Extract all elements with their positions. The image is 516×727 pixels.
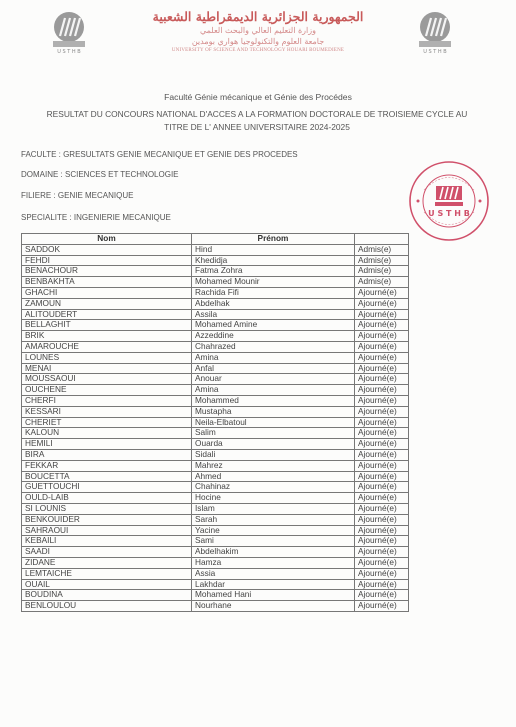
table-row	[22, 547, 409, 558]
nom-cell: BENLOULOU	[22, 601, 192, 612]
result-cell: Ajourné(e)	[355, 406, 409, 417]
table-row	[22, 417, 409, 428]
prenom-cell: Mohamed Hani	[192, 590, 355, 601]
nom-cell: KEBAILI	[22, 536, 192, 547]
nom-cell: BENBAKHTA	[22, 277, 192, 288]
nom-cell: CHERIET	[22, 417, 192, 428]
table-row	[22, 331, 409, 342]
result-cell: Ajourné(e)	[355, 287, 409, 298]
usthb-logo-left	[47, 10, 91, 54]
table-row	[22, 514, 409, 525]
prenom-cell: Ahmed	[192, 471, 355, 482]
table-row	[22, 277, 409, 288]
prenom-cell: Neila-Elbatoul	[192, 417, 355, 428]
table-row	[22, 525, 409, 536]
table-row	[22, 536, 409, 547]
table-row	[22, 493, 409, 504]
result-cell: Ajourné(e)	[355, 557, 409, 568]
table-body	[22, 244, 409, 611]
prenom-cell: Fatma Zohra	[192, 266, 355, 277]
nom-cell: LEMTAICHE	[22, 568, 192, 579]
nom-cell: MOUSSAOUI	[22, 374, 192, 385]
table-row	[22, 590, 409, 601]
table-row	[22, 557, 409, 568]
table-row	[22, 352, 409, 363]
result-cell: Ajourné(e)	[355, 536, 409, 547]
result-cell: Ajourné(e)	[355, 525, 409, 536]
column-header-result	[355, 234, 409, 245]
result-cell: Ajourné(e)	[355, 352, 409, 363]
table-row	[22, 482, 409, 493]
specialite-line: SPECIALITE : INGENIERIE MECANIQUE	[21, 213, 171, 222]
result-cell: Ajourné(e)	[355, 298, 409, 309]
prenom-cell: Lakhdar	[192, 579, 355, 590]
arabic-republic-title: الجمهورية الجزائرية الديمقراطية الشعبية	[152, 9, 364, 24]
prenom-cell: Salim	[192, 428, 355, 439]
result-cell: Admis(e)	[355, 266, 409, 277]
prenom-cell: Mohamed Amine	[192, 320, 355, 331]
result-cell: Admis(e)	[355, 255, 409, 266]
prenom-cell: Anouar	[192, 374, 355, 385]
nom-cell: SAADI	[22, 547, 192, 558]
prenom-cell: Hind	[192, 244, 355, 255]
result-cell: Ajourné(e)	[355, 428, 409, 439]
nom-cell: SAHRAOUI	[22, 525, 192, 536]
result-cell: Admis(e)	[355, 244, 409, 255]
faculte-line: FACULTE : GRESULTATS GENIE MECANIQUE ET GENIE DES PROCEDES	[21, 150, 298, 159]
table-row	[22, 287, 409, 298]
prenom-cell: Rachida Fifi	[192, 287, 355, 298]
table-row	[22, 568, 409, 579]
prenom-cell: Sarah	[192, 514, 355, 525]
nom-cell: KALOUN	[22, 428, 192, 439]
result-cell: Ajourné(e)	[355, 590, 409, 601]
result-cell: Ajourné(e)	[355, 579, 409, 590]
prenom-cell: Mustapha	[192, 406, 355, 417]
result-cell: Admis(e)	[355, 277, 409, 288]
result-cell: Ajourné(e)	[355, 385, 409, 396]
result-cell: Ajourné(e)	[355, 331, 409, 342]
result-cell: Ajourné(e)	[355, 363, 409, 374]
nom-cell: BENACHOUR	[22, 266, 192, 277]
prenom-cell: Amina	[192, 385, 355, 396]
english-university: UNIVERSITY OF SCIENCE AND TECHNOLOGY HOUARI BOUMEDIENE	[171, 48, 345, 53]
nom-cell: HEMILI	[22, 439, 192, 450]
result-cell: Ajourné(e)	[355, 503, 409, 514]
result-cell: Ajourné(e)	[355, 341, 409, 352]
nom-cell: ALITOUDERT	[22, 309, 192, 320]
document-title	[26, 108, 488, 134]
nom-cell: BRIK	[22, 331, 192, 342]
table-row	[22, 439, 409, 450]
svg-text:U S T H B: U S T H B	[57, 49, 81, 54]
result-cell: Ajourné(e)	[355, 601, 409, 612]
nom-cell: GUETTOUCHI	[22, 482, 192, 493]
table-row	[22, 395, 409, 406]
nom-cell: LOUNES	[22, 352, 192, 363]
nom-cell: OUCHENE	[22, 385, 192, 396]
nom-cell: BENKOUIDER	[22, 514, 192, 525]
letterhead	[100, 8, 416, 55]
title-line-1: RESULTAT DU CONCOURS NATIONAL D'ACCES A LA FORMATION DOCTORALE DE TROISIEME CYCLE AU	[46, 109, 468, 119]
prenom-cell: Khedidja	[192, 255, 355, 266]
usthb-logo-right	[413, 10, 457, 54]
result-cell: Ajourné(e)	[355, 320, 409, 331]
table-header-row	[22, 234, 409, 245]
result-cell: Ajourné(e)	[355, 568, 409, 579]
table-row	[22, 428, 409, 439]
prenom-cell: Chahinaz	[192, 482, 355, 493]
nom-cell: BOUCETTA	[22, 471, 192, 482]
nom-cell: FEHDI	[22, 255, 192, 266]
official-stamp	[408, 160, 490, 242]
prenom-cell: Mahrez	[192, 460, 355, 471]
nom-cell: OUAIL	[22, 579, 192, 590]
table-row	[22, 460, 409, 471]
svg-text:U S T H B: U S T H B	[423, 49, 447, 54]
faculty-line: Faculté Génie mécanique et Génie des Procédes	[164, 92, 352, 102]
prenom-cell: Ouarda	[192, 439, 355, 450]
prenom-cell: Sidali	[192, 449, 355, 460]
result-cell: Ajourné(e)	[355, 374, 409, 385]
nom-cell: MENAI	[22, 363, 192, 374]
nom-cell: ZIDANE	[22, 557, 192, 568]
nom-cell: BIRA	[22, 449, 192, 460]
prenom-cell: Sami	[192, 536, 355, 547]
prenom-cell: Hocine	[192, 493, 355, 504]
nom-cell: AMAROUCHE	[22, 341, 192, 352]
table-row	[22, 309, 409, 320]
nom-cell: SI LOUNIS	[22, 503, 192, 514]
title-line-2: TITRE DE L' ANNEE UNIVERSITAIRE 2024-2025	[164, 122, 350, 132]
prenom-cell: Mohamed Mounir	[192, 277, 355, 288]
result-cell: Ajourné(e)	[355, 547, 409, 558]
arabic-university: جامعة العلوم والتكنولوجيا هواري بومدين	[191, 37, 325, 46]
result-cell: Ajourné(e)	[355, 471, 409, 482]
prenom-cell: Nourhane	[192, 601, 355, 612]
nom-cell: BELLAGHIT	[22, 320, 192, 331]
table-row	[22, 503, 409, 514]
column-header-prenom: Prénom	[192, 234, 355, 245]
table-row	[22, 255, 409, 266]
table-row	[22, 341, 409, 352]
result-cell: Ajourné(e)	[355, 309, 409, 320]
nom-cell: SADDOK	[22, 244, 192, 255]
table-row	[22, 363, 409, 374]
domaine-line: DOMAINE : SCIENCES ET TECHNOLOGIE	[21, 170, 179, 179]
filiere-line: FILIERE : GENIE MECANIQUE	[21, 191, 134, 200]
prenom-cell: Chahrazed	[192, 341, 355, 352]
table-row	[22, 471, 409, 482]
table-row	[22, 406, 409, 417]
result-cell: Ajourné(e)	[355, 449, 409, 460]
column-header-nom: Nom	[22, 234, 192, 245]
prenom-cell: Islam	[192, 503, 355, 514]
table-row	[22, 298, 409, 309]
prenom-cell: Abdelhakim	[192, 547, 355, 558]
table-row	[22, 601, 409, 612]
prenom-cell: Yacine	[192, 525, 355, 536]
table-row	[22, 385, 409, 396]
table-row	[22, 244, 409, 255]
nom-cell: CHERFI	[22, 395, 192, 406]
nom-cell: KESSARI	[22, 406, 192, 417]
prenom-cell: Assia	[192, 568, 355, 579]
nom-cell: FEKKAR	[22, 460, 192, 471]
nom-cell: GHACHI	[22, 287, 192, 298]
prenom-cell: Anfal	[192, 363, 355, 374]
table-row	[22, 320, 409, 331]
table-row	[22, 449, 409, 460]
result-cell: Ajourné(e)	[355, 439, 409, 450]
prenom-cell: Hamza	[192, 557, 355, 568]
nom-cell: ZAMOUN	[22, 298, 192, 309]
table-row	[22, 374, 409, 385]
nom-cell: BOUDINA	[22, 590, 192, 601]
result-cell: Ajourné(e)	[355, 514, 409, 525]
prenom-cell: Mohammed	[192, 395, 355, 406]
result-cell: Ajourné(e)	[355, 417, 409, 428]
results-table	[21, 233, 409, 612]
prenom-cell: Assila	[192, 309, 355, 320]
result-cell: Ajourné(e)	[355, 460, 409, 471]
table-row	[22, 266, 409, 277]
result-cell: Ajourné(e)	[355, 482, 409, 493]
arabic-ministry: وزارة التعليم العالي والبحث العلمي	[200, 26, 316, 35]
prenom-cell: Azzeddine	[192, 331, 355, 342]
prenom-cell: Abdelhak	[192, 298, 355, 309]
result-cell: Ajourné(e)	[355, 395, 409, 406]
table-row	[22, 579, 409, 590]
result-cell: Ajourné(e)	[355, 493, 409, 504]
nom-cell: OULD-LAIB	[22, 493, 192, 504]
prenom-cell: Amina	[192, 352, 355, 363]
svg-text:U S T H B: U S T H B	[428, 209, 470, 218]
